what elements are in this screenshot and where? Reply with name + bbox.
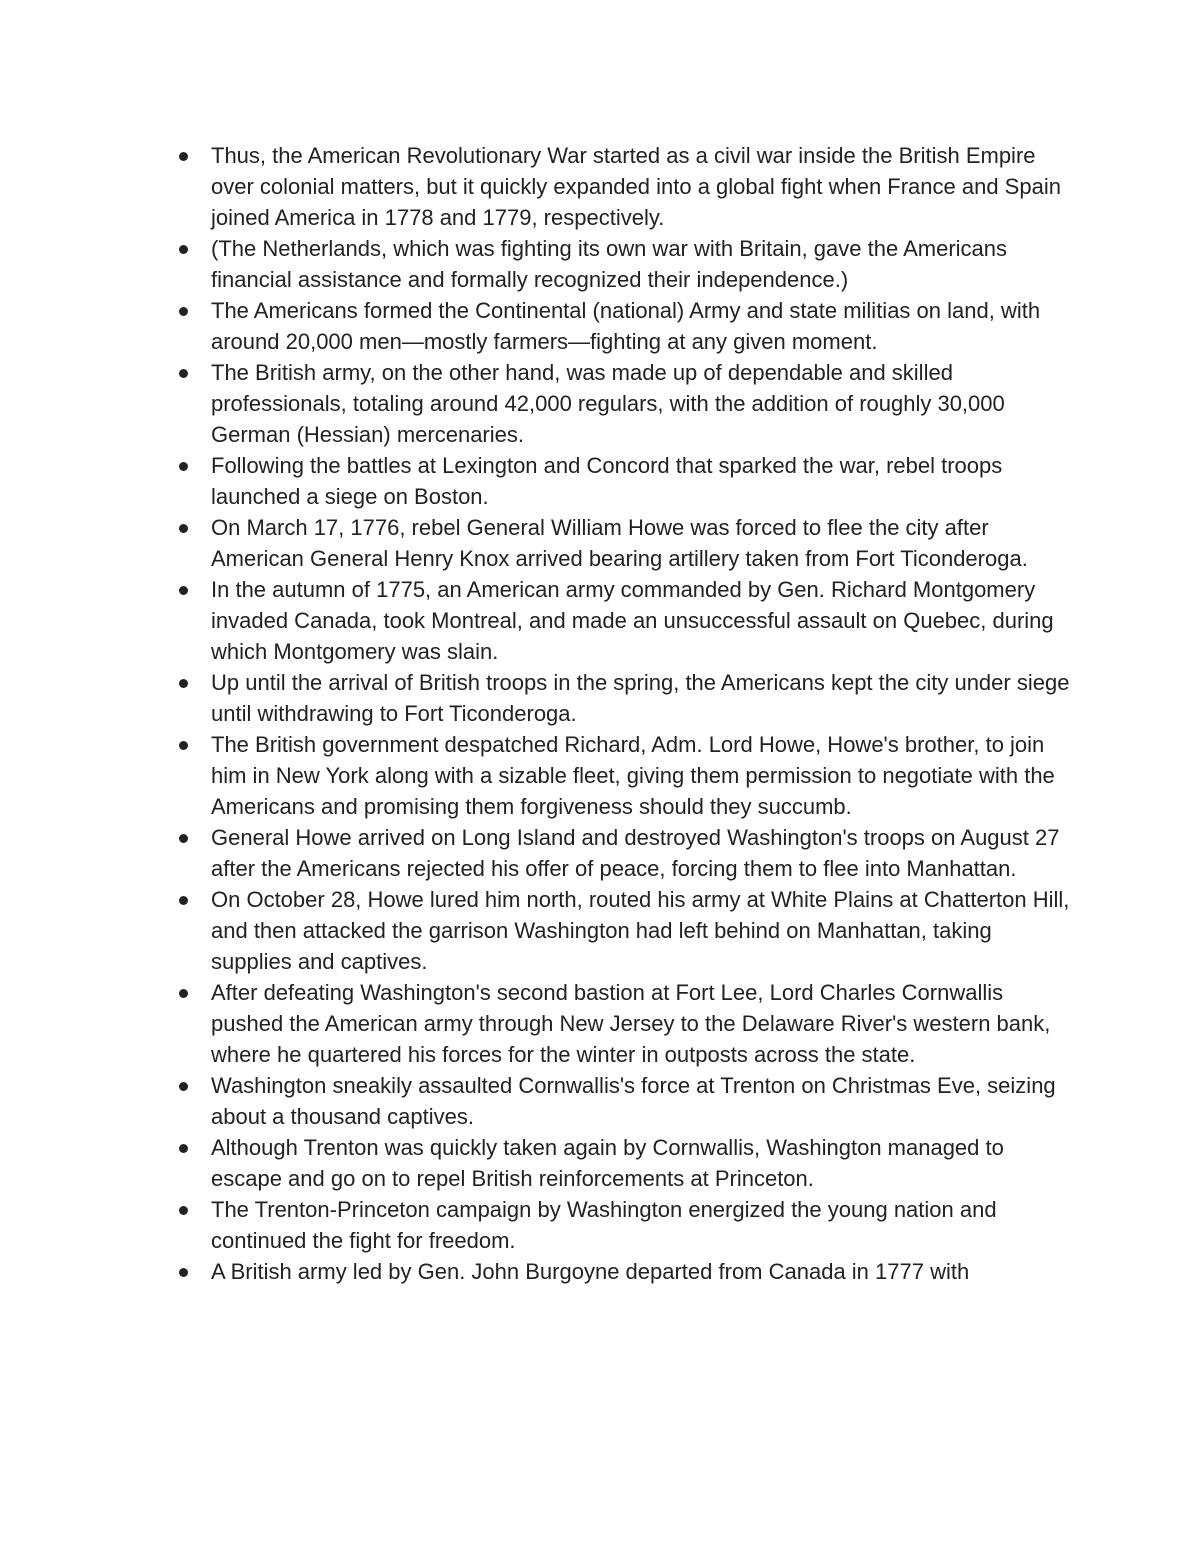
bullet-icon [179,586,188,595]
list-item [0,884,1200,977]
list-item [0,667,1200,729]
bullet-text: The British government despatched Richard, Adm. Lord Howe, Howe's brother, to join him in New York along with a sizable fleet, giving them permission to negotiate with the Americans and promising them forgiveness should they succumb. [211,732,1055,819]
list-item [0,574,1200,667]
bullet-icon [179,741,188,750]
bullet-icon [179,896,188,905]
list-item [0,512,1200,574]
bullet-icon [179,1206,188,1215]
list-item [0,295,1200,357]
bullet-text: A British army led by Gen. John Burgoyne departed from Canada in 1777 with [211,1259,970,1284]
bullet-text: The Americans formed the Continental (national) Army and state militias on land, with around 20,000 men—mostly farmers—fighting at any given moment. [211,298,1041,354]
bullet-icon [179,307,188,316]
bullet-list [0,140,1200,1287]
list-item [0,822,1200,884]
bullet-icon [179,524,188,533]
list-item [0,1132,1200,1194]
bullet-icon [179,1268,188,1277]
bullet-text: Up until the arrival of British troops in the spring, the Americans kept the city under siege until withdrawing to Fort Ticonderoga. [211,670,1070,726]
bullet-icon [179,1082,188,1091]
list-item [0,450,1200,512]
bullet-icon [179,989,188,998]
bullet-text: On October 28, Howe lured him north, routed his army at White Plains at Chatterton Hill, and then attacked the garrison Washington had left behind on Manhattan, taking supplies and captives. [211,887,1070,974]
list-item [0,233,1200,295]
bullet-icon [179,369,188,378]
bullet-text: Washington sneakily assaulted Cornwallis's force at Trenton on Christmas Eve, seizing about a thousand captives. [211,1073,1056,1129]
bullet-icon [179,679,188,688]
bullet-text: Following the battles at Lexington and Concord that sparked the war, rebel troops launched a siege on Boston. [211,453,1003,509]
bullet-icon [179,462,188,471]
bullet-text: The British army, on the other hand, was made up of dependable and skilled professionals, totaling around 42,000 regulars, with the addition of roughly 30,000 German (Hessian) mercenaries. [211,360,1005,447]
list-item [0,1070,1200,1132]
bullet-text: The Trenton-Princeton campaign by Washington energized the young nation and continued the fight for freedom. [211,1197,997,1253]
bullet-icon [179,834,188,843]
list-item [0,1256,1200,1287]
bullet-icon [179,1144,188,1153]
list-item [0,729,1200,822]
list-item [0,140,1200,233]
bullet-icon [179,245,188,254]
bullet-text: Thus, the American Revolutionary War started as a civil war inside the British Empire over colonial matters, but it quickly expanded into a global fight when France and Spain joined America in 1778 and 1779, respectively. [211,143,1061,230]
bullet-text: Although Trenton was quickly taken again by Cornwallis, Washington managed to escape and go on to repel British reinforcements at Princeton. [211,1135,1004,1191]
list-item [0,357,1200,450]
list-item [0,1194,1200,1256]
bullet-text: On March 17, 1776, rebel General William Howe was forced to flee the city after American General Henry Knox arrived bearing artillery taken from Fort Ticonderoga. [211,515,1028,571]
list-item [0,977,1200,1070]
bullet-text: After defeating Washington's second bastion at Fort Lee, Lord Charles Cornwallis pushed the American army through New Jersey to the Delaware River's western bank, where he quartered his forces for the winter in outposts across the state. [211,980,1051,1067]
bullet-text: General Howe arrived on Long Island and destroyed Washington's troops on August 27 after the Americans rejected his offer of peace, forcing them to flee into Manhattan. [211,825,1060,881]
bullet-text: In the autumn of 1775, an American army commanded by Gen. Richard Montgomery invaded Canada, took Montreal, and made an unsuccessful assault on Quebec, during which Montgomery was slain. [211,577,1054,664]
bullet-icon [179,152,188,161]
bullet-text: (The Netherlands, which was fighting its own war with Britain, gave the Americans financial assistance and formally recognized their independence.) [211,236,1008,292]
